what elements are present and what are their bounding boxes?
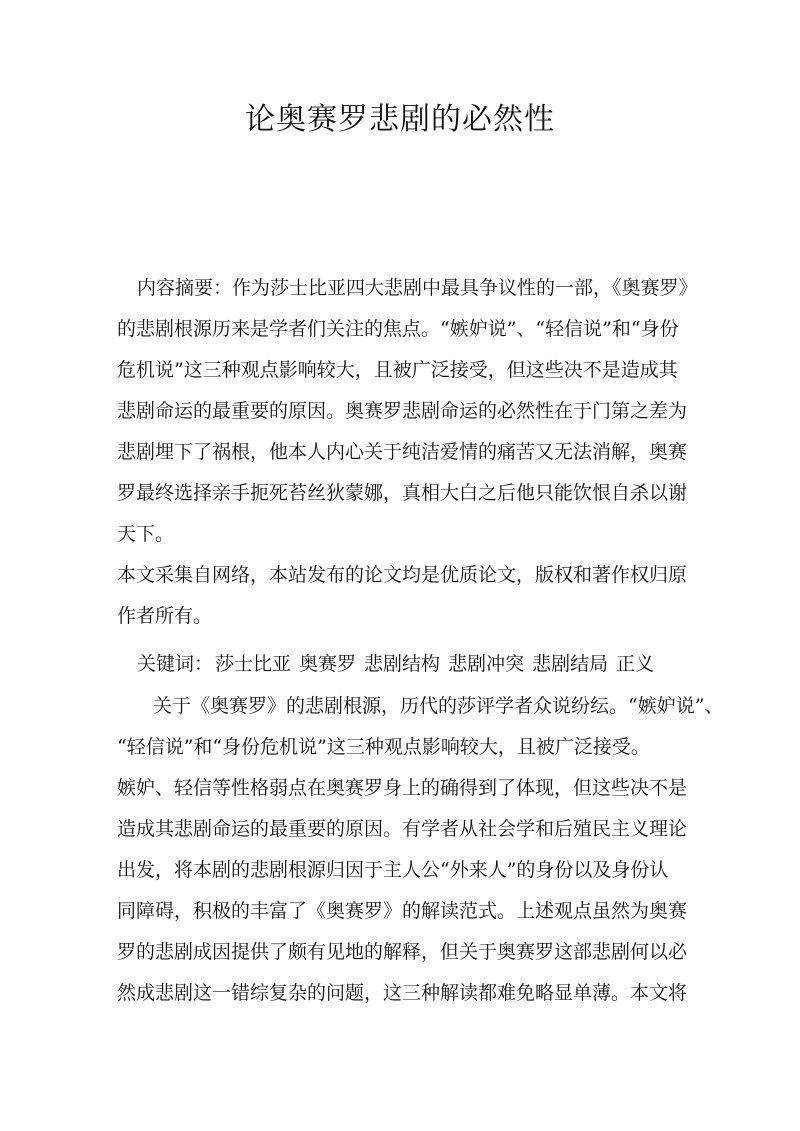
- keywords-section: [117, 644, 687, 685]
- main-text-section: [117, 686, 724, 1014]
- body-line: 同障碍，积极的丰富了《奥赛罗》的解读范式。上述观点虽然为奥赛: [117, 900, 688, 922]
- keyword: 悲剧冲突: [448, 653, 525, 675]
- keywords-label: 关键词：: [137, 653, 214, 675]
- keyword: 奥赛罗: [299, 653, 357, 675]
- keyword: 正义: [616, 653, 655, 675]
- body-line: “轻信说”和“身份危机说”这三种观点影响较大，且被广泛接受。: [117, 736, 650, 758]
- keyword: 悲剧结局: [532, 653, 609, 675]
- source-note-line: 本文采集自网络，本站发布的论文均是优质论文，版权和著作权归原: [117, 564, 688, 586]
- abstract-line: 内容摘要：作为莎士比亚四大悲剧中最具争议性的一部，《奥赛罗》: [137, 277, 698, 299]
- body-line: 然成悲剧这一错综复杂的问题，这三种解读都难免略显单薄。本文将: [117, 982, 688, 1004]
- abstract-line: 悲剧埋下了祸根，他本人内心关于纯洁爱情的痛苦又无法消解，奥赛: [117, 441, 688, 463]
- abstract-line: 的悲剧根源历来是学者们关注的焦点。“嫉妒说”、“轻信说”和“身份: [117, 318, 679, 340]
- body-line: 造成其悲剧命运的最重要的原因。有学者从社会学和后殖民主义理论: [117, 818, 688, 840]
- abstract-section: [117, 268, 698, 637]
- body-line: 关于《奥赛罗》的悲剧根源，历代的莎评学者众说纷纭。“嫉妒说”、: [153, 695, 724, 717]
- abstract-line: 罗最终选择亲手扼死苔丝狄蒙娜，真相大白之后他只能饮恨自杀以谢: [117, 482, 688, 504]
- keyword: 悲剧结构: [364, 653, 441, 675]
- abstract-line: 天下。: [117, 523, 175, 545]
- body-line: 嫉妒、轻信等性格弱点在奥赛罗身上的确得到了体现，但这些决不是: [117, 777, 688, 799]
- body-line: 罗的悲剧成因提供了颇有见地的解释，但关于奥赛罗这部悲剧何以必: [117, 941, 688, 963]
- body-line: 出发，将本剧的悲剧根源归因于主人公“外来人”的身份以及身份认: [117, 859, 669, 881]
- abstract-line: 危机说”这三种观点影响较大，且被广泛接受，但这些决不是造成其: [117, 359, 678, 381]
- abstract-line: 悲剧命运的最重要的原因。奥赛罗悲剧命运的必然性在于门第之差为: [117, 400, 688, 422]
- keyword: 莎士比亚: [215, 653, 292, 675]
- document-title: 论奥赛罗悲剧的必然性: [245, 102, 555, 137]
- keywords-row: [117, 644, 687, 685]
- source-note-line: 作者所有。: [117, 605, 213, 627]
